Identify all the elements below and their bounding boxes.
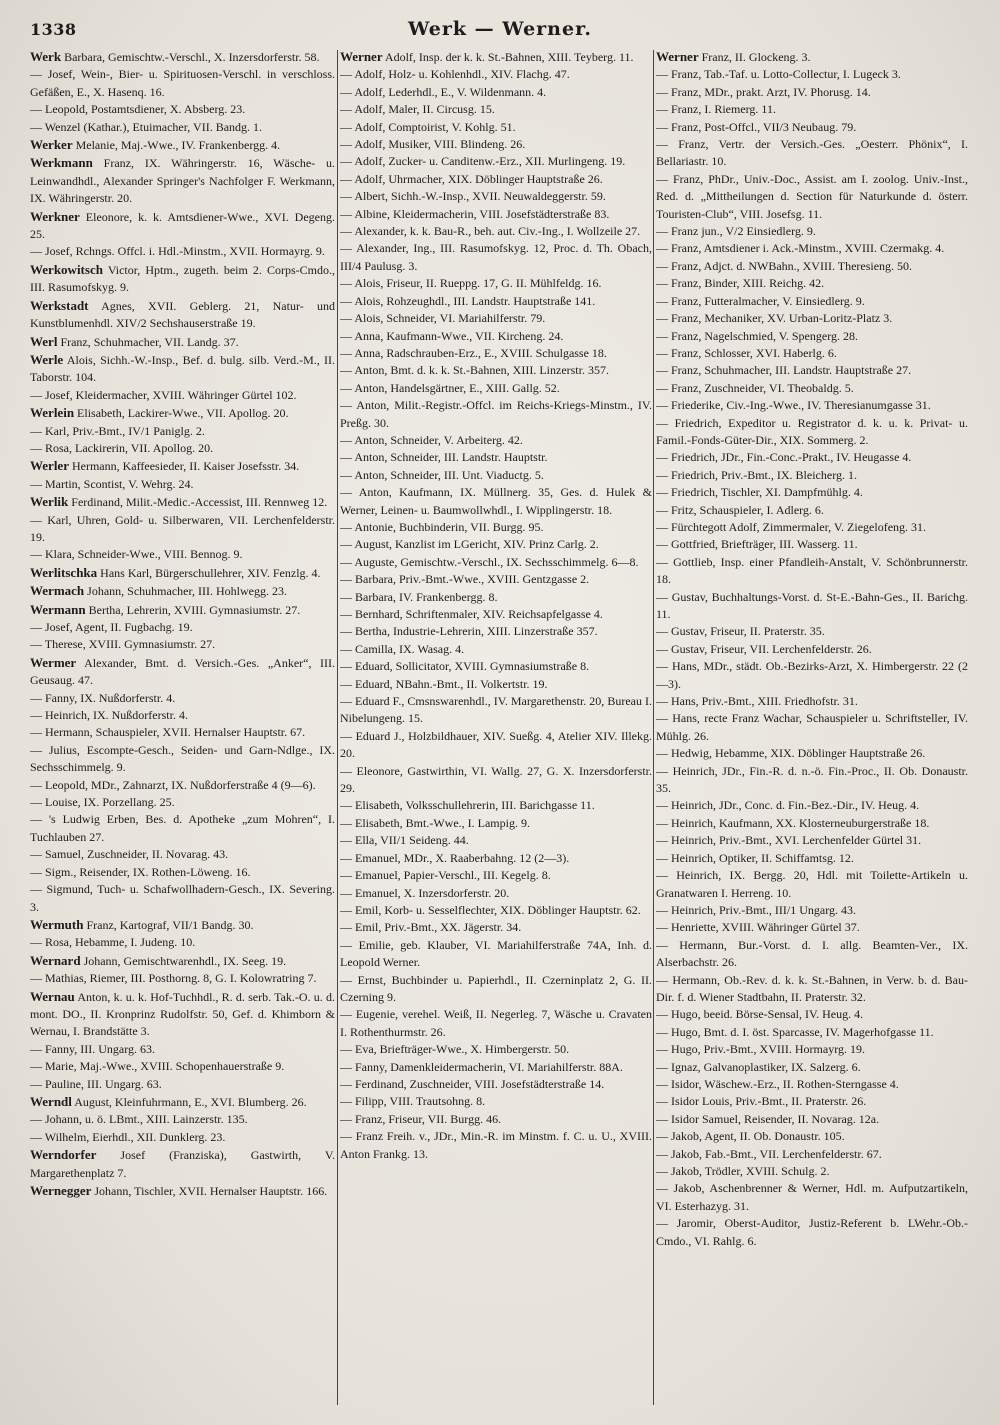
directory-entry: — Emil, Korb- u. Sesselflechter, XIX. Döblinger Hauptstr. 62. <box>340 902 641 917</box>
directory-entry: — Adolf, Musiker, VIII. Blindeng. 26. <box>340 137 526 152</box>
directory-entry: — Bertha, Industrie-Lehrerin, XIII. Linzerstraße 357. <box>340 624 598 639</box>
directory-entry: — Friederike, Civ.-Ing.-Wwe., IV. Theresianumgasse 31. <box>656 398 931 413</box>
directory-entry: — Emil, Priv.-Bmt., XX. Jägerstr. 34. <box>340 920 522 935</box>
directory-entry: Werker Melanie, Maj.-Wwe., IV. Frankenbergg. 4. <box>30 137 281 153</box>
directory-entry: Werkstadt Agnes, XVII. Geblerg. 21, Natur- und Kunstblumenhdl. XIV/2 Sechshauserstraße 19. <box>30 297 335 331</box>
directory-entry: — Heinrich, Priv.-Bmt., III/1 Ungarg. 43. <box>656 902 856 917</box>
page-header <box>30 12 970 46</box>
directory-entry: — Franz, Friseur, VII. Burgg. 46. <box>340 1111 502 1126</box>
directory-entry: — Ernst, Buchbinder u. Papierhdl., II. Czerninplatz 2, G. II. Czerning 9. <box>340 972 652 1004</box>
directory-entry: — Eduard J., Holzbildhauer, XIV. Sueßg. 4, Atelier XIV. Illekg. 20. <box>340 728 652 761</box>
directory-entry: — Filipp, VIII. Trautsohng. 8. <box>340 1094 486 1109</box>
directory-entry: — Franz, Adjct. d. NWBahn., XVIII. Theresieng. 50. <box>656 258 913 273</box>
directory-entry: — Alois, Rohzeughdl., III. Landstr. Hauptstraße 141. <box>340 293 596 308</box>
directory-entry: — Franz, Mechaniker, XV. Urban-Loritz-Platz 3. <box>656 311 893 326</box>
directory-entry: — Louise, IX. Porzellang. 25. <box>30 795 175 810</box>
directory-entry: — Heinrich, Priv.-Bmt., XVI. Lerchenfelder Gürtel 31. <box>656 833 922 848</box>
directory-entry: Werndorfer Josef (Franziska), Gastwirth, V. Margarethenplatz 7. <box>30 1147 335 1180</box>
directory-entry: — Karl, Priv.-Bmt., IV/1 Paniglg. 2. <box>30 423 205 438</box>
directory-entry: — Heinrich, Optiker, II. Schiffamtsg. 12. <box>656 850 854 865</box>
directory-entry: — Jaromir, Oberst-Auditor, Justiz-Referent b. LWehr.-Ob.-Cmdo., VI. Rahlg. 6. <box>656 1216 968 1248</box>
directory-entry: — Eugenie, verehel. Weiß, II. Negerleg. 7, Wäsche u. Cravaten I. Rothenthurmstr. 26. <box>340 1007 652 1039</box>
directory-entry: — Fürchtegott Adolf, Zimmermaler, V. Ziegelofeng. 31. <box>656 519 927 534</box>
directory-entry: — Anton, Milit.-Registr.-Offcl. im Reichs-Kriegs-Minstm., IV. Preßg. 30. <box>340 398 652 430</box>
directory-entry: — Gustav, Friseur, VII. Lerchenfelderstr. 26. <box>656 641 872 656</box>
directory-entry: — Leopold, Postamtsdiener, X. Absberg. 23. <box>30 102 246 117</box>
directory-entry: — Josef, Wein-, Bier- u. Spirituosen-Verschl. in verschloss. Gefäßen, E., X. Hasenq. 16. <box>30 67 335 99</box>
directory-entry: — Anton, Handelsgärtner, E., XIII. Gallg. 52. <box>340 380 560 395</box>
directory-entry: — Franz, MDr., prakt. Arzt, IV. Phorusg. 14. <box>656 84 871 99</box>
directory-entry: — Henriette, XVIII. Währinger Gürtel 37. <box>656 920 860 935</box>
directory-entry: — Sigm., Reisender, IX. Rothen-Löweng. 16. <box>30 864 251 879</box>
directory-entry: Werndl August, Kleinfuhrmann, E., XVI. Blumberg. 26. <box>30 1093 307 1109</box>
directory-entry: — Albert, Sichh.-W.-Insp., XVII. Neuwaldeggerstr. 59. <box>340 189 606 204</box>
directory-entry: — Eduard, NBahn.-Bmt., II. Volkertstr. 19. <box>340 676 548 691</box>
directory-entry: — Hugo, Priv.-Bmt., XVIII. Hormayrg. 19. <box>656 1042 865 1057</box>
directory-entry: — Adolf, Comptoirist, V. Kohlg. 51. <box>340 119 516 134</box>
directory-entry: — Elisabeth, Volksschullehrerin, III. Barichgasse 11. <box>340 798 595 813</box>
directory-entry: — Alois, Friseur, II. Rueppg. 17, G. II. Mühlfeldg. 16. <box>340 276 602 291</box>
directory-entry: Werner Franz, II. Glockeng. 3. <box>656 49 811 64</box>
column-divider <box>653 50 654 1405</box>
directory-entry: — Anton, Schneider, V. Arbeiterg. 42. <box>340 432 523 447</box>
directory-entry: — Alois, Schneider, VI. Mariahilferstr. 79. <box>340 311 546 326</box>
directory-entry: — Josef, Rchngs. Offcl. i. Hdl.-Minstm., XVII. Hormayrg. 9. <box>30 244 325 259</box>
directory-entry: — Adolf, Lederhdl., E., V. Wildenmann. 4. <box>340 84 547 99</box>
directory-entry: — Martin, Scontist, V. Wehrg. 24. <box>30 476 194 491</box>
directory-entry: Werlitschka Hans Karl, Bürgerschullehrer, XIV. Fenzlg. 4. <box>30 564 321 580</box>
directory-entry: — Emanuel, MDr., X. Raaberbahng. 12 (2—3). <box>340 850 570 865</box>
column-2 <box>340 48 652 1417</box>
directory-entry: — Rosa, Lackirerin, VII. Apollog. 20. <box>30 440 214 455</box>
directory-entry: — Gottfried, Briefträger, III. Wasserg. 11. <box>656 537 858 552</box>
directory-entry: Wermer Alexander, Bmt. d. Versich.-Ges. „Anker“, III. Geusaug. 47. <box>30 654 335 688</box>
directory-entry: Werkowitsch Victor, Hptm., zugeth. beim 2. Corps-Cmdo., III. Rasumofskyg. 9. <box>30 261 335 295</box>
directory-entry: — Fritz, Schauspieler, I. Adlerg. 6. <box>656 502 824 517</box>
directory-entry: Werkner Eleonore, k. k. Amtsdiener-Wwe., XVI. Degeng. 25. <box>30 208 335 242</box>
directory-entry: — Albine, Kleidermacherin, VIII. Josefstädterstraße 83. <box>340 206 610 221</box>
directory-entry: — Heinrich, Kaufmann, XX. Klosterneuburgerstraße 18. <box>656 815 930 830</box>
directory-entry: — Franz, Zuschneider, VI. Theobaldg. 5. <box>656 380 854 395</box>
directory-entry: — Friedrich, Expeditor u. Registrator d. k. u. k. Privat- u. Famil.-Fonds-Güter-Dir., XIX. Sommerg. 2. <box>656 415 968 447</box>
directory-entry: — Jakob, Fab.-Bmt., VII. Lerchenfelderstr. 67. <box>656 1146 882 1161</box>
directory-entry: — Therese, XVIII. Gymnasiumstr. 27. <box>30 637 216 652</box>
directory-entry: — Adolf, Holz- u. Kohlenhdl., XIV. Flachg. 47. <box>340 67 570 82</box>
directory-entry: — Hans, Priv.-Bmt., XIII. Friedhofstr. 31. <box>656 694 858 709</box>
directory-entry: — Franz, Nagelschmied, V. Spengerg. 28. <box>656 328 858 343</box>
directory-entry: — Hans, MDr., städt. Ob.-Bezirks-Arzt, X. Himbergerstr. 22 (2—3). <box>656 659 968 691</box>
directory-entry: — Johann, u. ö. LBmt., XIII. Lainzerstr. 135. <box>30 1112 248 1127</box>
directory-entry: — Mathias, Riemer, III. Posthorng. 8, G. I. Kolowratring 7. <box>30 971 317 986</box>
directory-entry: — Ignaz, Galvanoplastiker, IX. Salzerg. 6. <box>656 1059 861 1074</box>
directory-entry: — Marie, Maj.-Wwe., XVIII. Schopenhauerstraße 9. <box>30 1059 285 1074</box>
directory-entry: — Heinrich, JDr., Conc. d. Fin.-Bez.-Dir., IV. Heug. 4. <box>656 798 920 813</box>
directory-entry: — Friedrich, Priv.-Bmt., IX. Bleicherg. 1. <box>656 467 857 482</box>
directory-entry: — Camilla, IX. Wasag. 4. <box>340 641 465 656</box>
directory-entry: — Wenzel (Kathar.), Etuimacher, VII. Bandg. 1. <box>30 119 263 134</box>
directory-entry: Werk Barbara, Gemischtw.-Verschl., X. Inzersdorferstr. 58. <box>30 49 320 64</box>
directory-entry: — Heinrich, IX. Bergg. 20, Hdl. mit Toilette-Artikeln u. Granatwaren I. Herreng. 10. <box>656 868 968 900</box>
directory-entry: — Barbara, IV. Frankenbergg. 8. <box>340 589 498 604</box>
directory-entry: — Fanny, III. Ungarg. 63. <box>30 1041 155 1056</box>
directory-entry: — Karl, Uhren, Gold- u. Silberwaren, VII. Lerchenfelderstr. 19. <box>30 512 335 544</box>
directory-entry: — Bernhard, Schriftenmaler, XIV. Reichsapfelgasse 4. <box>340 607 603 621</box>
page-number: 1338 <box>30 19 77 39</box>
directory-entry: Werlein Elisabeth, Lackirer-Wwe., VII. Apollog. 20. <box>30 405 289 421</box>
directory-entry: — Isidor Samuel, Reisender, II. Novarag. 12a. <box>656 1111 880 1126</box>
directory-entry: — Franz, PhDr., Univ.-Doc., Assist. am I. zoolog. Univ.-Inst., Red. d. „Mittheilungen d. Section für Naturkunde d. österr. Touristen-Club“, VIII. Josefsg. 11. <box>656 171 968 221</box>
directory-entry: — Fanny, Damenkleidermacherin, VI. Mariahilferstr. 88A. <box>340 1059 623 1074</box>
directory-entry: — Anton, Bmt. d. k. k. St.-Bahnen, XIII. Linzerstr. 357. <box>340 363 609 378</box>
directory-entry: Wermach Johann, Schuhmacher, III. Hohlwegg. 23. <box>30 583 287 599</box>
directory-entry: — Barbara, Priv.-Bmt.-Wwe., XVIII. Gentzgasse 2. <box>340 572 590 587</box>
directory-entry: — Hermann, Ob.-Rev. d. k. k. St.-Bahnen, in Verw. b. d. Bau-Dir. f. d. Wiener Stadtbahn, II. Praterstr. 32. <box>656 972 968 1004</box>
directory-entry: Werner Adolf, Insp. der k. k. St.-Bahnen, XIII. Teyberg. 11. <box>340 49 634 64</box>
directory-entry: — Franz, Schuhmacher, III. Landstr. Hauptstraße 27. <box>656 363 912 378</box>
directory-entry: — Fanny, IX. Nußdorferstr. 4. <box>30 690 176 705</box>
directory-entry: — Wilhelm, Eierhdl., XII. Dunklerg. 23. <box>30 1129 226 1144</box>
directory-entry: — Franz jun., V/2 Einsiedlerg. 9. <box>656 224 816 239</box>
directory-entry: — Klara, Schneider-Wwe., VIII. Bennog. 9. <box>30 547 243 562</box>
directory-entry: — Jakob, Agent, II. Ob. Donaustr. 105. <box>656 1129 845 1144</box>
directory-entry: — Josef, Kleidermacher, XVIII. Währinger Gürtel 102. <box>30 387 297 402</box>
directory-entry: — Anton, Kaufmann, IX. Müllnerg. 35, Ges. d. Hulek & Werner, Leinen- u. Baumwollwhdl., I. Wipplingerstr. 18. <box>340 485 652 517</box>
directory-entry: — Ella, VII/1 Seideng. 44. <box>340 833 469 848</box>
directory-entry: — Ferdinand, Zuschneider, VIII. Josefstädterstraße 14. <box>340 1076 605 1091</box>
directory-entry: — 's Ludwig Erben, Bes. d. Apotheke „zum Mohren“, I. Tuchlauben 27. <box>30 812 335 844</box>
directory-entry: — Franz, Futteralmacher, V. Einsiedlerg. 9. <box>656 293 865 308</box>
directory-entry: — Eleonore, Gastwirthin, VI. Wallg. 27, G. X. Inzersdorferstr. 29. <box>340 763 652 796</box>
directory-entry: — Antonie, Buchbinderin, VII. Burgg. 95. <box>340 519 544 534</box>
directory-entry: — Friedrich, Tischler, XI. Dampfmühlg. 4. <box>656 485 863 500</box>
directory-entry: — Alexander, Ing., III. Rasumofskyg. 12, Proc. d. Th. Obach, III/4 Paulusg. 3. <box>340 241 652 273</box>
directory-entry: — Hugo, beeid. Börse-Sensal, IV. Heug. 4. <box>656 1007 864 1022</box>
directory-entry: — Anna, Radschrauben-Erz., E., XVIII. Schulgasse 18. <box>340 345 607 360</box>
directory-entry: — Hedwig, Hebamme, XIX. Döblinger Hauptstraße 26. <box>656 746 926 761</box>
directory-entry: — Heinrich, JDr., Fin.-R. d. n.-ö. Fin.-Proc., II. Ob. Donaustr. 35. <box>656 763 968 796</box>
directory-entry: — Franz, I. Riemerg. 11. <box>656 102 776 117</box>
directory-entry: Werle Alois, Sichh.-W.-Insp., Bef. d. bulg. silb. Verd.-M., II. Taborstr. 104. <box>30 351 335 385</box>
directory-entry: — Emanuel, X. Inzersdorferstr. 20. <box>340 885 510 900</box>
column-3 <box>656 48 968 1417</box>
directory-entry: — Leopold, MDr., Zahnarzt, IX. Nußdorferstraße 4 (9—6). <box>30 777 316 792</box>
directory-entry: — Hans, recte Franz Wachar, Schauspieler u. Schriftsteller, IV. Mühlg. 26. <box>656 711 968 743</box>
directory-entry: — Anna, Kaufmann-Wwe., VII. Kircheng. 24. <box>340 328 564 343</box>
directory-entry: — Franz, Post-Offcl., VII/3 Neubaug. 79. <box>656 119 857 134</box>
directory-entry: — Gottlieb, Insp. einer Pfandleih-Anstalt, V. Schönbrunnerstr. 18. <box>656 554 968 587</box>
running-head: Werk — Werner. <box>408 18 592 40</box>
column-1 <box>30 48 335 1417</box>
directory-entry: — Anton, Schneider, III. Landstr. Hauptstr. <box>340 450 548 465</box>
directory-entry: Wernegger Johann, Tischler, XVII. Hernalser Hauptstr. 166. <box>30 1183 328 1198</box>
directory-entry: — Rosa, Hebamme, I. Judeng. 10. <box>30 935 196 950</box>
directory-entry: — Franz, Tab.-Taf. u. Lotto-Collectur, I. Lugeck 3. <box>656 67 901 82</box>
directory-entry: — Franz Freih. v., JDr., Min.-R. im Minstm. f. C. u. U., XVIII. Anton Frankg. 13. <box>340 1129 652 1161</box>
directory-entry: Werl Franz, Schuhmacher, VII. Landg. 37. <box>30 333 239 349</box>
directory-entry: — Isidor Louis, Priv.-Bmt., II. Praterstr. 26. <box>656 1094 867 1109</box>
directory-entry: Werlik Ferdinand, Milit.-Medic.-Accessist, III. Rennweg 12. <box>30 494 328 510</box>
directory-entry: — Josef, Agent, II. Fugbachg. 19. <box>30 620 193 634</box>
directory-entry: — Adolf, Zucker- u. Canditenw.-Erz., XII. Murlingeng. 19. <box>340 154 626 169</box>
directory-entry: — Heinrich, IX. Nußdorferstr. 4. <box>30 708 188 723</box>
directory-entry: Wermuth Franz, Kartograf, VII/1 Bandg. 30. <box>30 916 254 932</box>
directory-entry: — Auguste, Gemischtw.-Verschl., IX. Sechsschimmelg. 6—8. <box>340 554 639 569</box>
directory-entry: — Emanuel, Papier-Verschl., III. Kegelg. 8. <box>340 868 551 883</box>
directory-entry: — Gustav, Buchhaltungs-Vorst. d. St-E.-Bahn-Ges., II. Barichg. 11. <box>656 589 968 621</box>
directory-entry: — Hugo, Bmt. d. I. öst. Sparcasse, IV. Magerhofgasse 11. <box>656 1024 934 1039</box>
directory-entry: — Eduard F., Cmsnswarenhdl., IV. Margarethenstr. 20, Bureau I. Nibelungeng. 15. <box>340 694 652 726</box>
directory-entry: — Sigmund, Tuch- u. Schafwollhadern-Gesch., IX. Severing. 3. <box>30 882 335 914</box>
directory-entry: — Friedrich, JDr., Fin.-Conc.-Prakt., IV. Heugasse 4. <box>656 450 912 465</box>
directory-entry: — Emilie, geb. Klauber, VI. Mariahilferstraße 74A, Inh. d. Leopold Werner. <box>340 937 652 970</box>
directory-entry: — August, Kanzlist im LGericht, XIV. Prinz Carlg. 2. <box>340 537 599 552</box>
directory-entry: — Eva, Briefträger-Wwe., X. Himbergerstr. 50. <box>340 1042 570 1057</box>
directory-entry: — Franz, Binder, XIII. Reichg. 42. <box>656 276 825 291</box>
directory-entry: — Elisabeth, Bmt.-Wwe., I. Lampig. 9. <box>340 815 530 830</box>
directory-entry: — Hermann, Bur.-Vorst. d. I. allg. Beamten-Ver., IX. Alserbachstr. 26. <box>656 937 968 970</box>
directory-entry: Wernard Johann, Gemischtwarenhdl., IX. Seeg. 19. <box>30 952 287 968</box>
directory-entry: Wernau Anton, k. u. k. Hof-Tuchhdl., R. d. serb. Tak.-O. u. d. mont. DO., II. Kronprinz Rudolfstr. 50, Gef. d. Khimborn & Wernau, I. Brandstätte 3. <box>30 988 335 1039</box>
directory-entry: Wermann Bertha, Lehrerin, XVIII. Gymnasiumstr. 27. <box>30 601 301 617</box>
directory-entry: — Franz, Vertr. der Versich.-Ges. „Oesterr. Phönix“, I. Bellariastr. 10. <box>656 137 968 169</box>
directory-entry: — Anton, Schneider, III. Unt. Viaductg. 5. <box>340 467 544 482</box>
directory-entry: — Adolf, Maler, II. Circusg. 15. <box>340 102 495 117</box>
directory-entry: — Julius, Escompte-Gesch., Seiden- und Garn-Ndlge., IX. Sechsschimmelg. 9. <box>30 742 335 775</box>
directory-entry: Werler Hermann, Kaffeesieder, II. Kaiser Josefsstr. 34. <box>30 458 300 474</box>
directory-entry: — Isidor, Wäschew.-Erz., II. Rothen-Sterngasse 4. <box>656 1076 899 1091</box>
directory-entry: — Pauline, III. Ungarg. 63. <box>30 1076 162 1091</box>
directory-entry: — Alexander, k. k. Bau-R., beh. aut. Civ.-Ing., I. Wollzeile 27. <box>340 224 641 239</box>
directory-entry: — Jakob, Aschenbrenner & Werner, Hdl. m. Aufputzartikeln, VI. Esterhazyg. 31. <box>656 1181 968 1213</box>
directory-entry: — Jakob, Trödler, XVIII. Schulg. 2. <box>656 1164 830 1178</box>
directory-entry: — Franz, Amtsdiener i. Ack.-Minstm., XVIII. Czermakg. 4. <box>656 241 945 256</box>
directory-entry: — Gustav, Friseur, II. Praterstr. 35. <box>656 624 825 639</box>
column-divider <box>337 50 338 1405</box>
directory-entry: — Samuel, Zuschneider, II. Novarag. 43. <box>30 847 229 862</box>
directory-entry: — Eduard, Sollicitator, XVIII. Gymnasiumstraße 8. <box>340 659 590 674</box>
directory-entry: — Franz, Schlosser, XVI. Haberlg. 6. <box>656 345 837 360</box>
directory-entry: — Hermann, Schauspieler, XVII. Hernalser Hauptstr. 67. <box>30 725 306 740</box>
directory-entry: — Adolf, Uhrmacher, XIX. Döblinger Hauptstraße 26. <box>340 171 603 186</box>
directory-entry: Werkmann Franz, IX. Währingerstr. 16, Wäsche- u. Leinwandhdl., Alexander Springer's Nachfolger F. Werkmann, IX. Währingerstr. 20. <box>30 155 335 206</box>
